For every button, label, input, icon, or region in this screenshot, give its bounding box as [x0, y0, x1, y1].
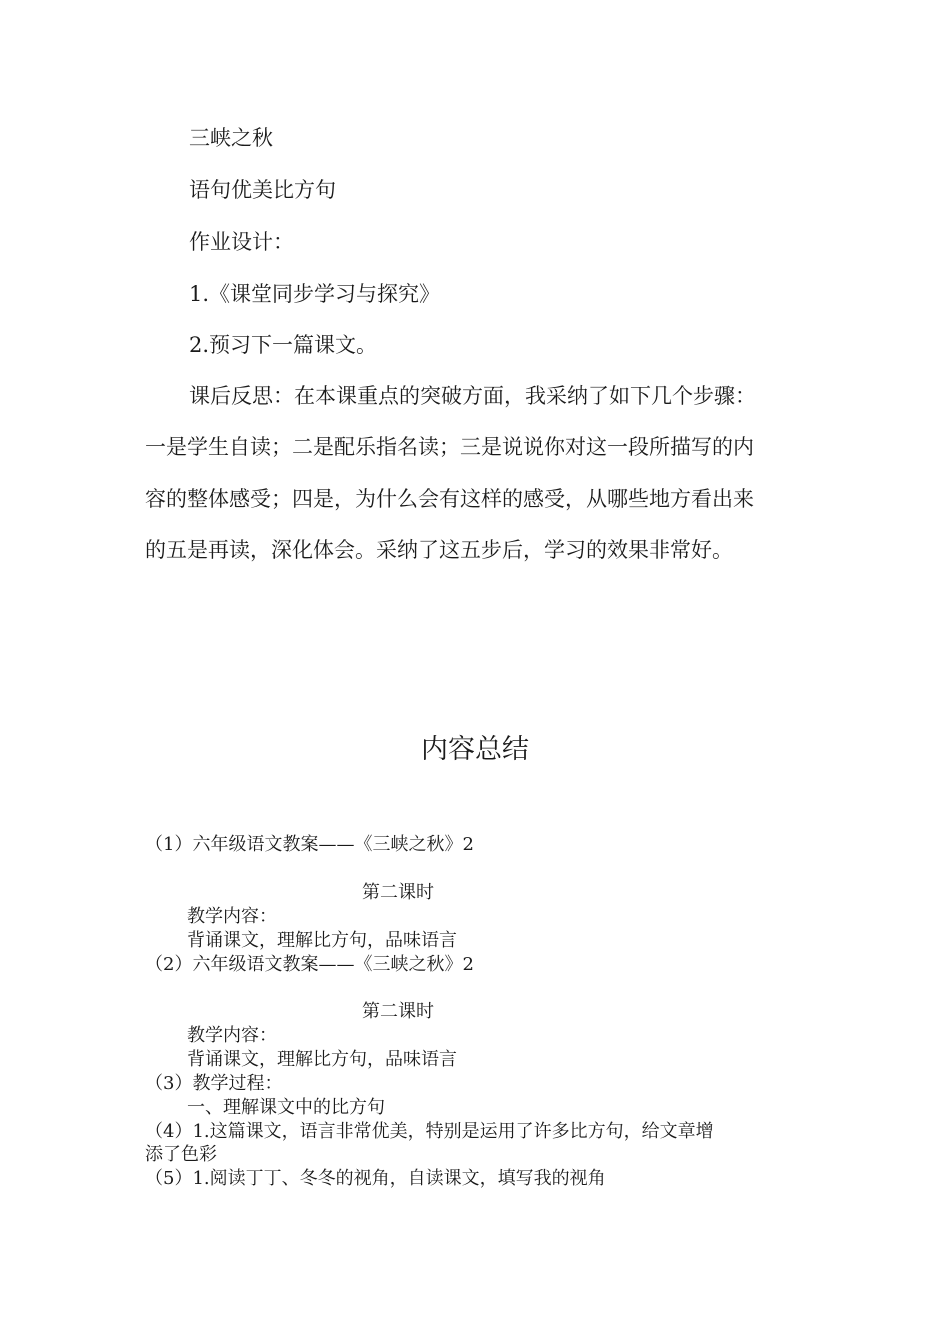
summary-item-4-line-2: 添了色彩: [145, 1144, 217, 1165]
homework-item-2: 2.预习下一篇课文。: [189, 333, 378, 357]
summary-item-2-title: （2）六年级语文教案——《三峡之秋》2: [145, 954, 474, 975]
summary-item-4-line-1: （4）1.这篇课文，语言非常优美，特别是运用了许多比方句，给文章增: [145, 1121, 714, 1142]
reflection-line-4: 的五是再读，深化体会。采纳了这五步后，学习的效果非常好。: [145, 538, 733, 562]
reflection-line-3: 容的整体感受；四是，为什么会有这样的感受，从哪些地方看出来: [145, 487, 754, 511]
homework-item-1: 1.《课堂同步学习与探究》: [189, 282, 441, 306]
summary-item-1-subtitle: 第二课时: [362, 882, 434, 903]
summary-item-1-content: 背诵课文，理解比方句，品味语言: [187, 930, 457, 951]
homework-label: 作业设计：: [189, 230, 294, 254]
summary-item-2-label: 教学内容：: [187, 1025, 277, 1046]
summary-heading: 内容总结: [421, 734, 529, 765]
summary-item-3-content: 一、理解课文中的比方句: [187, 1097, 385, 1118]
summary-item-2-subtitle: 第二课时: [362, 1001, 434, 1022]
lesson-line: 语句优美比方句: [189, 178, 336, 202]
summary-item-2-content: 背诵课文，理解比方句，品味语言: [187, 1049, 457, 1070]
summary-item-1-title: （1）六年级语文教案——《三峡之秋》2: [145, 834, 474, 855]
summary-item-5-line-1: （5）1.阅读丁丁、冬冬的视角，自读课文，填写我的视角: [145, 1168, 606, 1189]
summary-item-3-title: （3）教学过程：: [145, 1073, 283, 1094]
summary-item-1-label: 教学内容：: [187, 906, 277, 927]
lesson-title: 三峡之秋: [189, 126, 273, 150]
reflection-line-2: 一是学生自读；二是配乐指名读；三是说说你对这一段所描写的内: [145, 435, 754, 459]
reflection-line-1: 课后反思：在本课重点的突破方面，我采纳了如下几个步骤：: [189, 384, 756, 408]
